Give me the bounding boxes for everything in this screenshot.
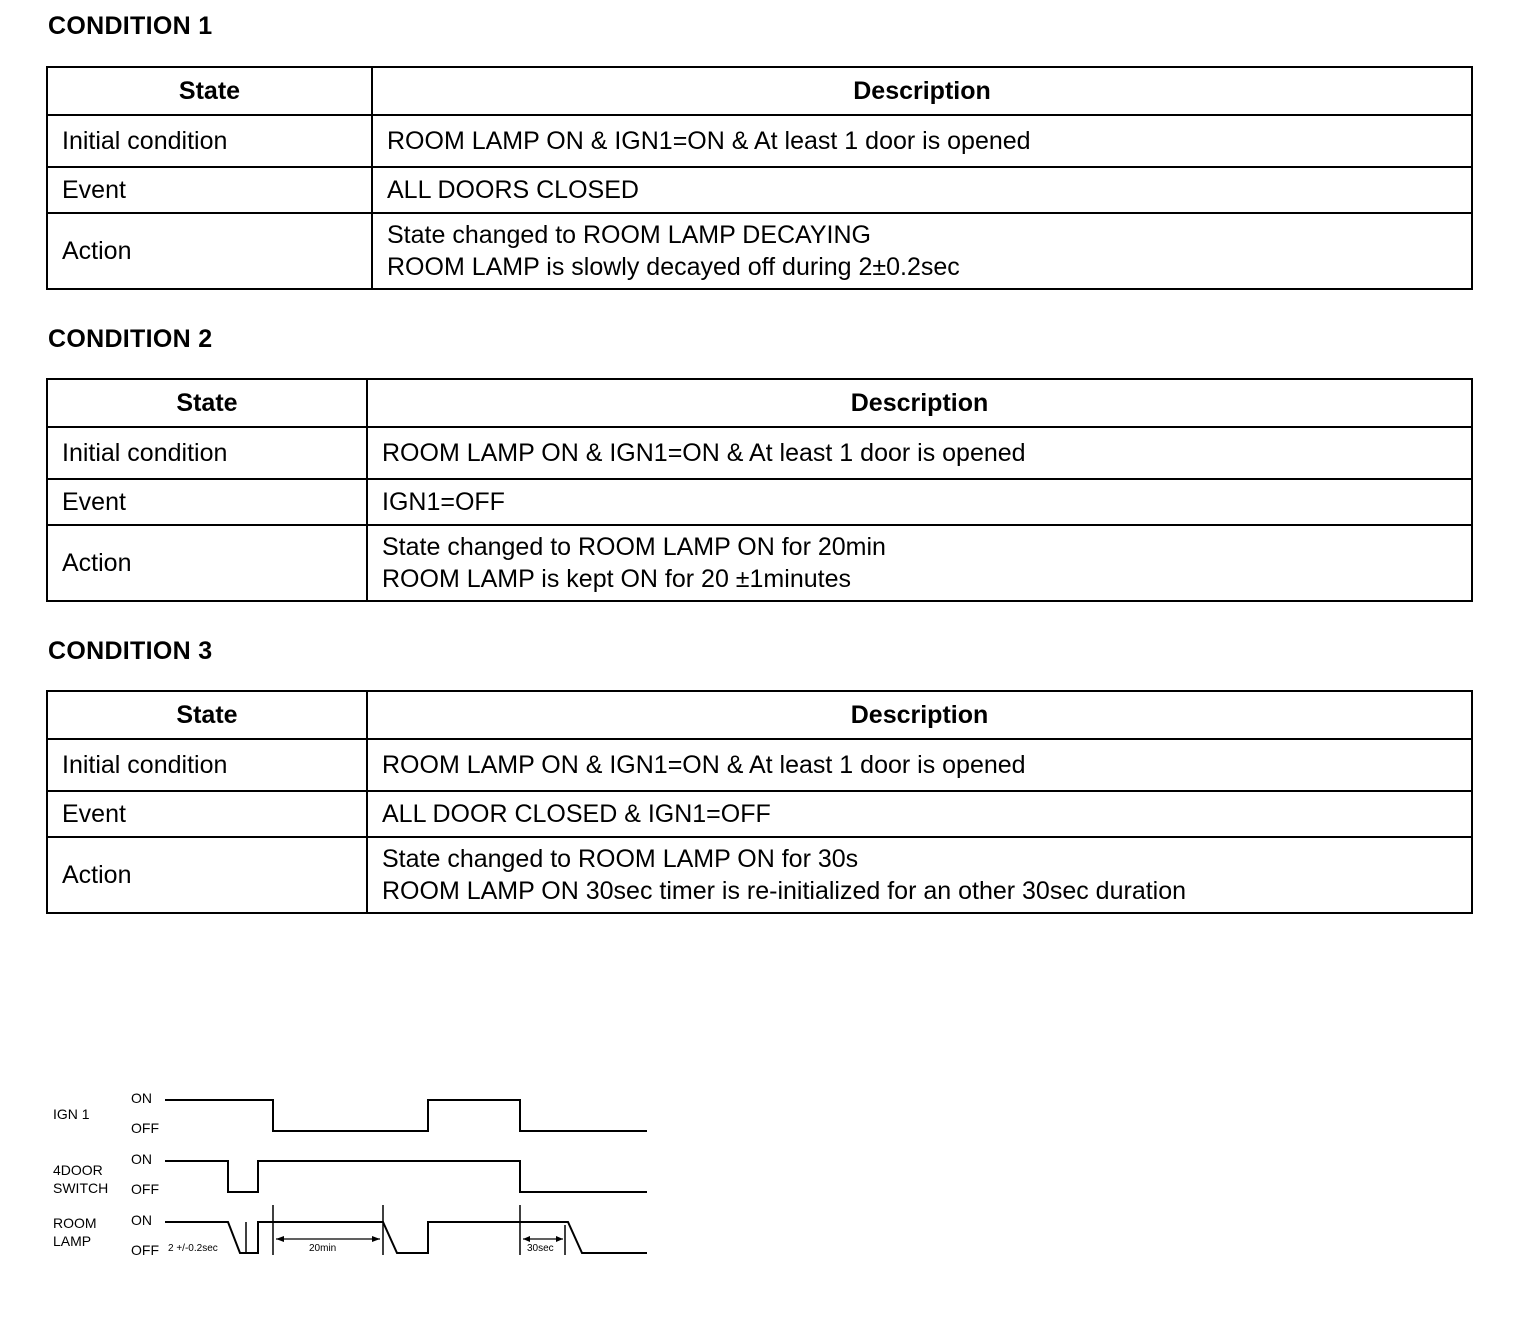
description-line: IGN1=OFF	[382, 488, 505, 516]
twenty-min-label: 20min	[309, 1243, 337, 1254]
room-lamp-label-line2: LAMP	[53, 1233, 92, 1249]
condition-2-title: CONDITION 2	[48, 325, 213, 353]
table-header-row	[47, 67, 1472, 115]
lamp-on-label: ON	[131, 1212, 152, 1228]
state-cell: Event	[47, 167, 372, 213]
state-header: State	[47, 67, 372, 115]
table-row	[47, 791, 1472, 837]
arrow-head-left-icon	[523, 1236, 530, 1242]
door-on-label: ON	[131, 1151, 152, 1167]
table-row	[47, 525, 1472, 601]
description-line: ROOM LAMP ON & IGN1=ON & At least 1 door is opened	[382, 439, 1026, 467]
ign1-waveform	[165, 1100, 647, 1131]
description-cell	[367, 739, 1472, 791]
table-header-row	[47, 691, 1472, 739]
description-line: State changed to ROOM LAMP ON for 20min	[382, 533, 886, 561]
decay-time-label: 2 +/-0.2sec	[168, 1243, 218, 1254]
condition-3-table	[46, 690, 1473, 914]
arrow-head-left-icon	[276, 1236, 284, 1242]
door-switch-waveform	[165, 1161, 647, 1192]
ign1-label: IGN 1	[53, 1106, 90, 1122]
description-cell	[367, 791, 1472, 837]
table-row	[47, 837, 1472, 913]
state-cell: Initial condition	[47, 427, 367, 479]
description-cell	[367, 427, 1472, 479]
description-cell	[367, 837, 1472, 913]
ign1-off-label: OFF	[131, 1120, 159, 1136]
arrow-head-right-icon	[372, 1236, 380, 1242]
door-switch-label-line2: SWITCH	[53, 1180, 109, 1196]
table-row	[47, 167, 1472, 213]
state-header: State	[47, 379, 367, 427]
timing-diagram	[0, 1080, 700, 1280]
lamp-off-label: OFF	[131, 1242, 159, 1258]
description-cell	[372, 115, 1472, 167]
room-lamp-label-line1: ROOM	[53, 1215, 97, 1231]
state-cell: Event	[47, 479, 367, 525]
room-lamp-waveform	[165, 1222, 647, 1253]
condition-2-table	[46, 378, 1473, 602]
thirty-sec-label: 30sec	[527, 1243, 554, 1254]
state-cell: Initial condition	[47, 115, 372, 167]
description-line: ROOM LAMP is kept ON for 20 ±1minutes	[382, 565, 851, 593]
description-line: ROOM LAMP ON & IGN1=ON & At least 1 door is opened	[387, 127, 1031, 155]
door-switch-label-line1: 4DOOR	[53, 1162, 103, 1178]
description-line: State changed to ROOM LAMP DECAYING	[387, 221, 871, 249]
table-row	[47, 115, 1472, 167]
state-cell: Initial condition	[47, 739, 367, 791]
arrow-head-right-icon	[556, 1236, 563, 1242]
description-cell	[367, 479, 1472, 525]
state-cell: Action	[47, 213, 372, 289]
table-row	[47, 213, 1472, 289]
description-cell	[372, 213, 1472, 289]
table-row	[47, 739, 1472, 791]
description-header: Description	[372, 67, 1472, 115]
condition-1-table	[46, 66, 1473, 290]
state-cell: Action	[47, 837, 367, 913]
condition-1-title: CONDITION 1	[48, 12, 213, 40]
state-cell: Event	[47, 791, 367, 837]
description-cell	[367, 525, 1472, 601]
description-header: Description	[367, 379, 1472, 427]
table-row	[47, 427, 1472, 479]
table-row	[47, 479, 1472, 525]
table-header-row	[47, 379, 1472, 427]
state-cell: Action	[47, 525, 367, 601]
description-line: ROOM LAMP ON & IGN1=ON & At least 1 door is opened	[382, 751, 1026, 779]
description-line: ROOM LAMP ON 30sec timer is re-initialized for an other 30sec duration	[382, 877, 1187, 905]
description-line: ALL DOORS CLOSED	[387, 176, 639, 204]
condition-3-title: CONDITION 3	[48, 637, 213, 665]
description-line: ALL DOOR CLOSED & IGN1=OFF	[382, 800, 771, 828]
description-cell	[372, 167, 1472, 213]
description-line: ROOM LAMP is slowly decayed off during 2±0.2sec	[387, 253, 960, 281]
description-line: State changed to ROOM LAMP ON for 30s	[382, 845, 859, 873]
description-header: Description	[367, 691, 1472, 739]
door-off-label: OFF	[131, 1181, 159, 1197]
ign1-on-label: ON	[131, 1090, 152, 1106]
state-header: State	[47, 691, 367, 739]
